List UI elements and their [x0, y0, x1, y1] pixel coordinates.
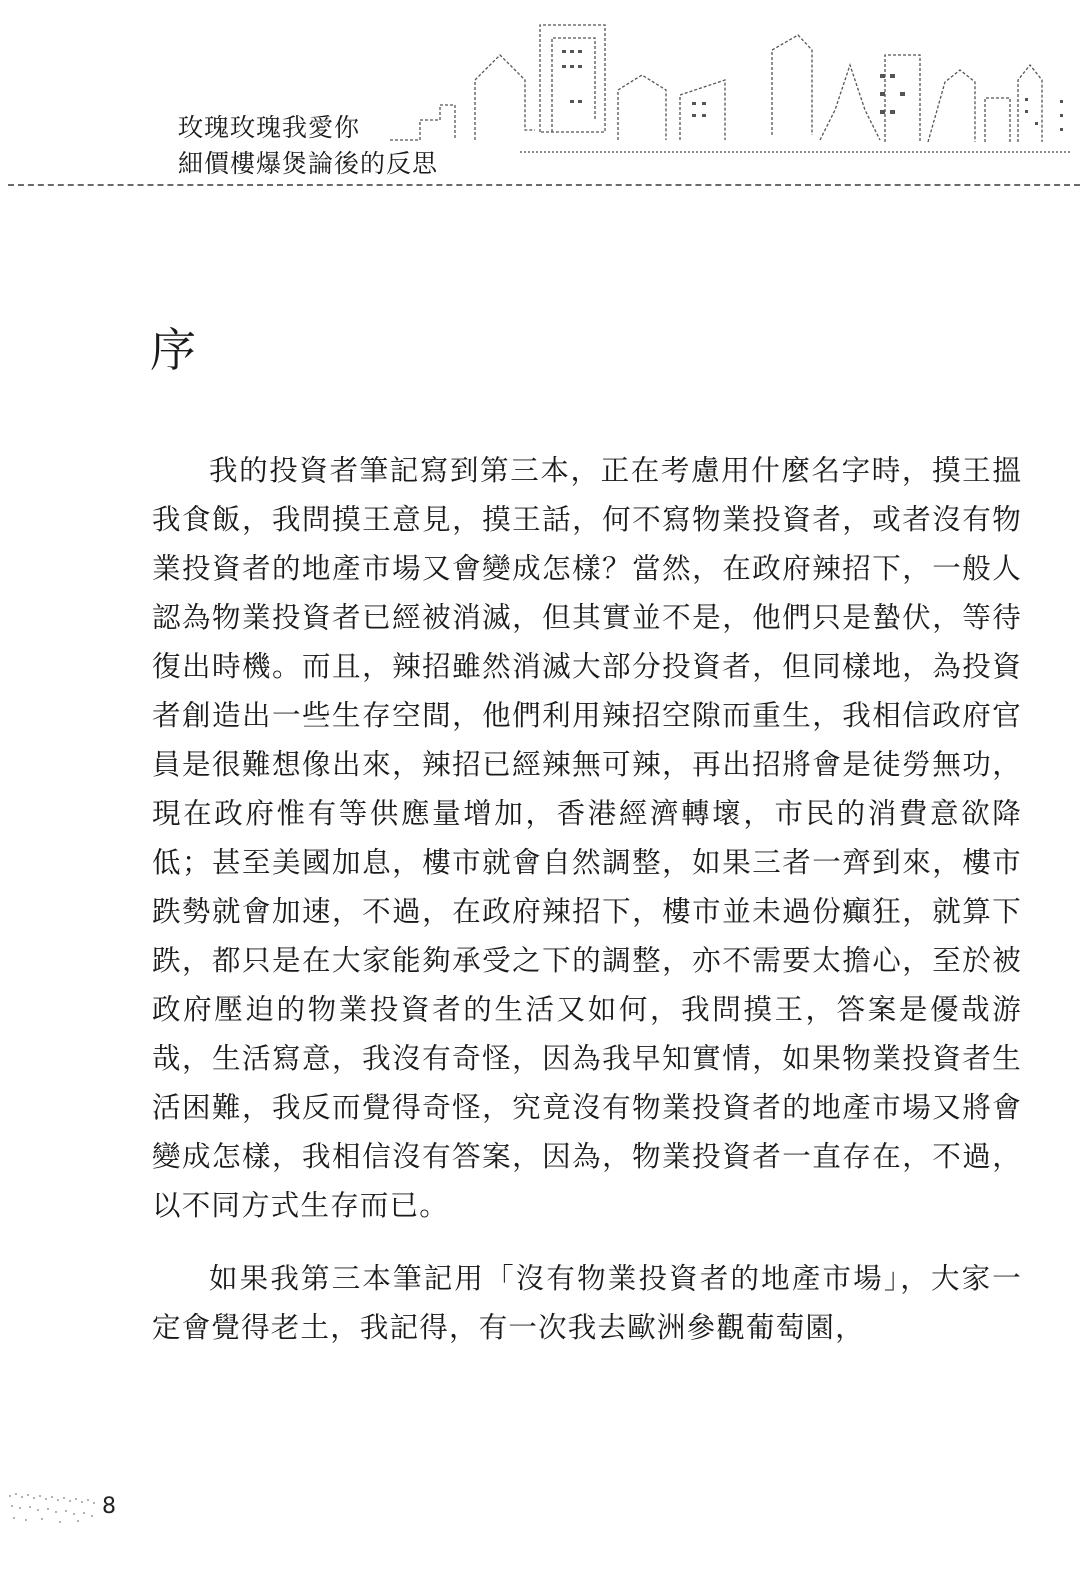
header-divider: [8, 184, 1080, 186]
body-text: [152, 446, 1022, 1352]
section-heading: 序: [150, 323, 196, 377]
paragraph: 如果我第三本筆記用「沒有物業投資者的地產市場」，大家一定會覺得老土，我記得，有一次我去歐洲參觀葡萄園，: [152, 1262, 1022, 1344]
halftone-pattern-icon: [4, 1488, 100, 1528]
book-title: 玫瑰玫瑰我愛你: [178, 113, 361, 142]
city-skyline-icon: [380, 10, 1080, 170]
page-footer: [4, 1488, 134, 1528]
paragraph: 我的投資者筆記寫到第三本，正在考慮用什麼名字時，摸王搵我食飯，我問摸王意見，摸王話，何不寫物業投資者，或者沒有物業投資者的地產市場又會變成怎樣？當然，在政府辣招下，一般人認為物業投資者已經被消滅，但其實並不是，他們只是蟄伏，等待復出時機。而且，辣招雖然消滅大部分投資者，但同樣地，為投資者創造出一些生存空間，他們利用辣招空隙而重生，我相信政府官員是很難想像出來，辣招已經辣無可辣，再出招將會是徒勞無功，現在政府惟有等供應量增加，香港經濟轉壞，市民的消費意欲降低；甚至美國加息，樓市就會自然調整，如果三者一齊到來，樓市跌勢就會加速，不過，在政府辣招下，樓市並未過份癲狂，就算下跌，都只是在大家能夠承受之下的調整，亦不需要太擔心，至於被政府壓迫的物業投資者的生活又如何，我問摸王，答案是優哉游哉，生活寫意，我沒有奇怪，因為我早知實情，如果物業投資者生活困難，我反而覺得奇怪，究竟沒有物業投資者的地產市場又將會變成怎樣，我相信沒有答案，因為，物業投資者一直存在，不過，以不同方式生存而已。: [152, 454, 1022, 1222]
running-header: [0, 0, 1090, 200]
page-number: 8: [102, 1494, 116, 1519]
book-subtitle: 細價樓爆煲論後的反思: [178, 149, 439, 178]
